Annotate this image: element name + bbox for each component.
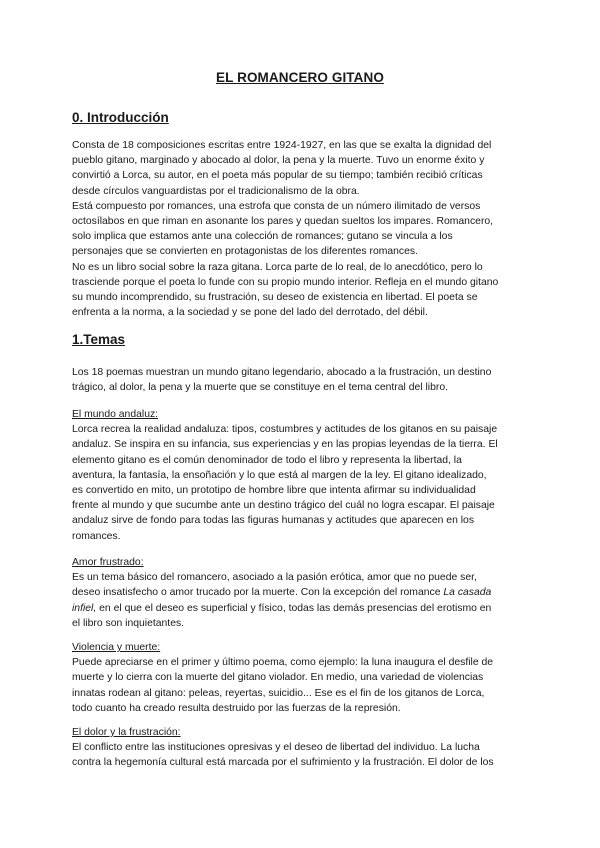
paragraph-line: contra la hegemonía cultural está marcada por el sufrimiento y la frustración. El dolor de los [72, 757, 494, 769]
paragraph-line: muerte y lo cierra con la muerte del gitano violador. En medio, una variedad de violencias [72, 672, 484, 684]
paragraph-line: frente al mundo y que sucumbe ante un destino trágico del cuál no logra escapar. El paisaje [72, 500, 495, 512]
subsection-heading: El mundo andaluz: [72, 409, 159, 420]
paragraph-line: elemento gitano es el común denominador de todo el libro y representa la libertad, la [72, 454, 462, 466]
paragraph-line: innatas rodean al gitano: peleas, reyertas, suicidio... Ese es el fin de los gitanos de Lorca, [72, 687, 485, 699]
temas-intro-line: Los 18 poemas muestran un mundo gitano legendario, abocado a la frustración, un destino [72, 367, 492, 378]
subsection-mundo-andaluz [72, 407, 530, 544]
paragraph-line [72, 585, 530, 600]
paragraph-line [72, 601, 530, 616]
document-title: EL ROMANCERO GITANO [216, 70, 384, 85]
paragraph-line: romances. [72, 530, 121, 542]
intro-line: solo implica que estamos ante una colección de romances; gutano se vincula a los [72, 231, 453, 243]
subsection-violencia-muerte [72, 640, 530, 716]
paragraph-line: andaluz. Se inspira en su infancia, sus experiencias y en las propias leyendas de la tierra. El [72, 439, 498, 451]
paragraph-line: aventura, la fantasía, la ensoñación y lo que está al margen de la ley. El gitano idealizado, [72, 469, 487, 481]
subsection-heading: Violencia y muerte: [72, 642, 161, 653]
intro-line: enfrenta a la norma, a la sociedad y se pone del lado del derrotado, del débil. [72, 307, 428, 319]
paragraph-line: todo cuanto ha creado resulta destruido por las fuerzas de la represión. [72, 702, 401, 714]
subsection-amor-frustrado [72, 555, 530, 631]
temas-intro-paragraph [72, 365, 530, 395]
intro-line: pueblo gitano, marginado y abocado al dolor, la pena y la muerte. Tuvo un enorme éxito y [72, 155, 485, 167]
subsection-heading: Amor frustrado: [72, 557, 144, 568]
intro-line: convirtió a Lorca, su autor, en el poeta más popular de su tiempo; también recibió críticas [72, 170, 483, 182]
paragraph-line: el libro son inquietantes. [72, 617, 185, 629]
intro-line: su mundo incomprendido, su frustración, su deseo de existencia en libertad. El poeta se [72, 292, 478, 304]
paragraph-line: Puede apreciarse en el primer y último poema, como ejemplo: la luna inaugura el desfile de [72, 657, 494, 669]
paragraph-line: Es un tema básico del romancero, asociado a la pasión erótica, amor que no puede ser, [72, 572, 477, 584]
paragraph-text: en el que el deseo es superficial y físico, todas las demás presencias del erotismo en [96, 602, 492, 614]
intro-line: octosílabos en que riman en asonante los pares y quedan sueltos los impares. Romancero, [72, 216, 494, 228]
work-title-italic: La casada [443, 587, 492, 599]
paragraph-line: andaluz sirve de fondo para todas las figuras humanas y actitudes que aparecen en los [72, 515, 475, 527]
subsection-dolor-frustracion [72, 725, 530, 771]
paragraph-line: Lorca recrea la realidad andaluza: tipos, costumbres y actitudes de los gitanos en su paisaje [72, 424, 498, 436]
section-heading-introduccion: 0. Introducción [72, 110, 169, 125]
paragraph-line: El conflicto entre las instituciones opresivas y el deseo de libertad del individuo. La lucha [72, 742, 480, 754]
intro-line: personajes que se convierten en protagonistas de los diferentes romances. [72, 246, 418, 258]
intro-paragraph [72, 138, 530, 320]
intro-line: Está compuesto por romances, una estrofa que consta de un número ilimitado de versos [72, 200, 481, 212]
paragraph-line: es convertido en mito, un prototipo de hombre libre que intenta afirmar su individualidad [72, 485, 476, 497]
intro-line: desde círculos vanguardistas por el tradicionalismo de la obra. [72, 185, 360, 197]
subsection-heading: El dolor y la frustración: [72, 727, 181, 738]
intro-line: trasciende porque el poeta lo funde con su propio mundo interior. Refleja en el mundo gitano [72, 276, 499, 288]
paragraph-text: deseo insatisfecho o amor trucado por la muerte. Con la excepción del romance [72, 587, 441, 599]
intro-line: Consta de 18 composiciones escritas entre 1924-1927, en las que se exalta la dignidad del [72, 140, 492, 151]
work-title-italic: infiel, [72, 602, 97, 614]
section-heading-temas: 1.Temas [72, 332, 126, 347]
temas-intro-line: trágico, al dolor, la pena y la muerte que se constituye en el tema central del libro. [72, 382, 449, 394]
intro-line: No es un libro social sobre la raza gitana. Lorca parte de lo real, de lo anecdótico, pero lo [72, 261, 483, 273]
